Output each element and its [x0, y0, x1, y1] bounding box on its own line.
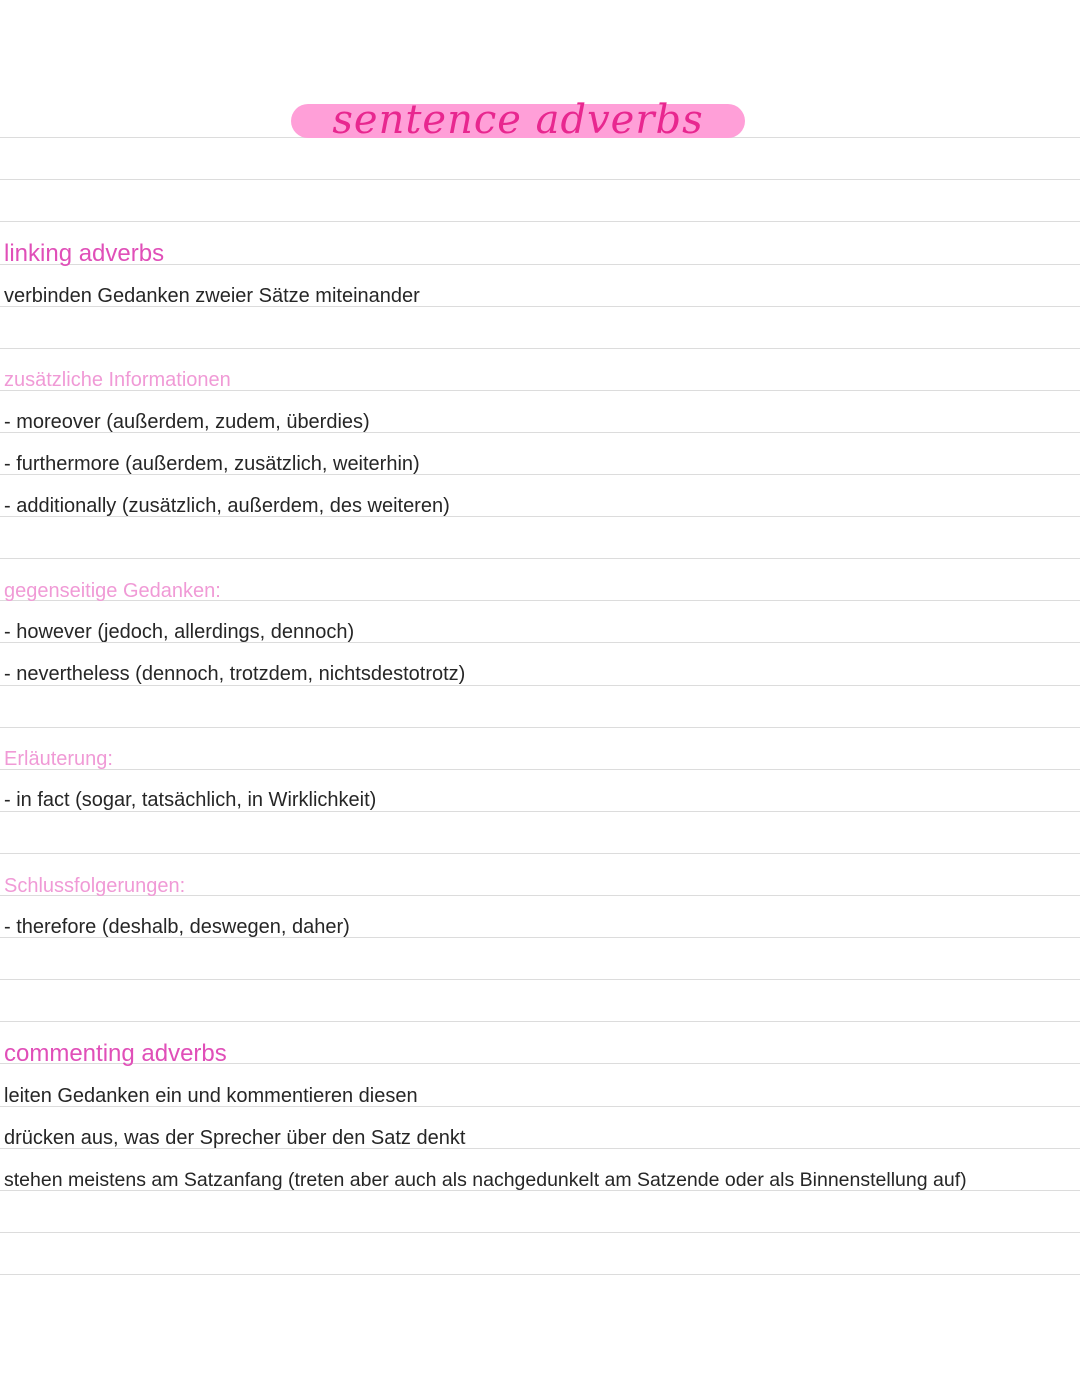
ruled-line	[0, 1232, 1080, 1233]
list-item: - furthermore (außerdem, zusätzlich, weiterhin)	[4, 453, 420, 475]
ruled-line	[0, 179, 1080, 180]
list-item: - therefore (deshalb, deswegen, daher)	[4, 916, 350, 938]
ruled-line	[0, 979, 1080, 980]
list-item: - moreover (außerdem, zudem, überdies)	[4, 411, 370, 433]
group-label-explanation: Erläuterung:	[4, 748, 113, 770]
commenting-line: drücken aus, was der Sprecher über den Satz denkt	[4, 1127, 466, 1149]
page-title: sentence adverbs	[332, 97, 704, 143]
list-item: - nevertheless (dennoch, trotzdem, nichtsdestotrotz)	[4, 663, 466, 685]
group-label-conclusions: Schlussfolgerungen:	[4, 875, 186, 897]
linking-description: verbinden Gedanken zweier Sätze miteinander	[4, 285, 420, 307]
ruled-line	[0, 221, 1080, 222]
list-item: - additionally (zusätzlich, außerdem, des weiteren)	[4, 495, 450, 517]
section-heading-commenting: commenting adverbs	[4, 1040, 227, 1067]
section-heading-linking: linking adverbs	[4, 240, 165, 267]
ruled-line	[0, 769, 1080, 770]
list-item: - however (jedoch, allerdings, dennoch)	[4, 621, 355, 643]
ruled-line	[0, 558, 1080, 559]
list-item: - in fact (sogar, tatsächlich, in Wirklichkeit)	[4, 789, 377, 811]
commenting-line: leiten Gedanken ein und kommentieren diesen	[4, 1085, 418, 1107]
commenting-line: stehen meistens am Satzanfang (treten aber auch als nachgedunkelt am Satzende oder als Binnenstellung auf)	[4, 1169, 967, 1191]
ruled-line	[0, 1021, 1080, 1022]
ruled-line	[0, 348, 1080, 349]
ruled-line	[0, 853, 1080, 854]
group-label-contrast: gegenseitige Gedanken:	[4, 580, 221, 602]
ruled-line	[0, 727, 1080, 728]
group-label-additional: zusätzliche Informationen	[4, 369, 231, 391]
ruled-line	[0, 1274, 1080, 1275]
